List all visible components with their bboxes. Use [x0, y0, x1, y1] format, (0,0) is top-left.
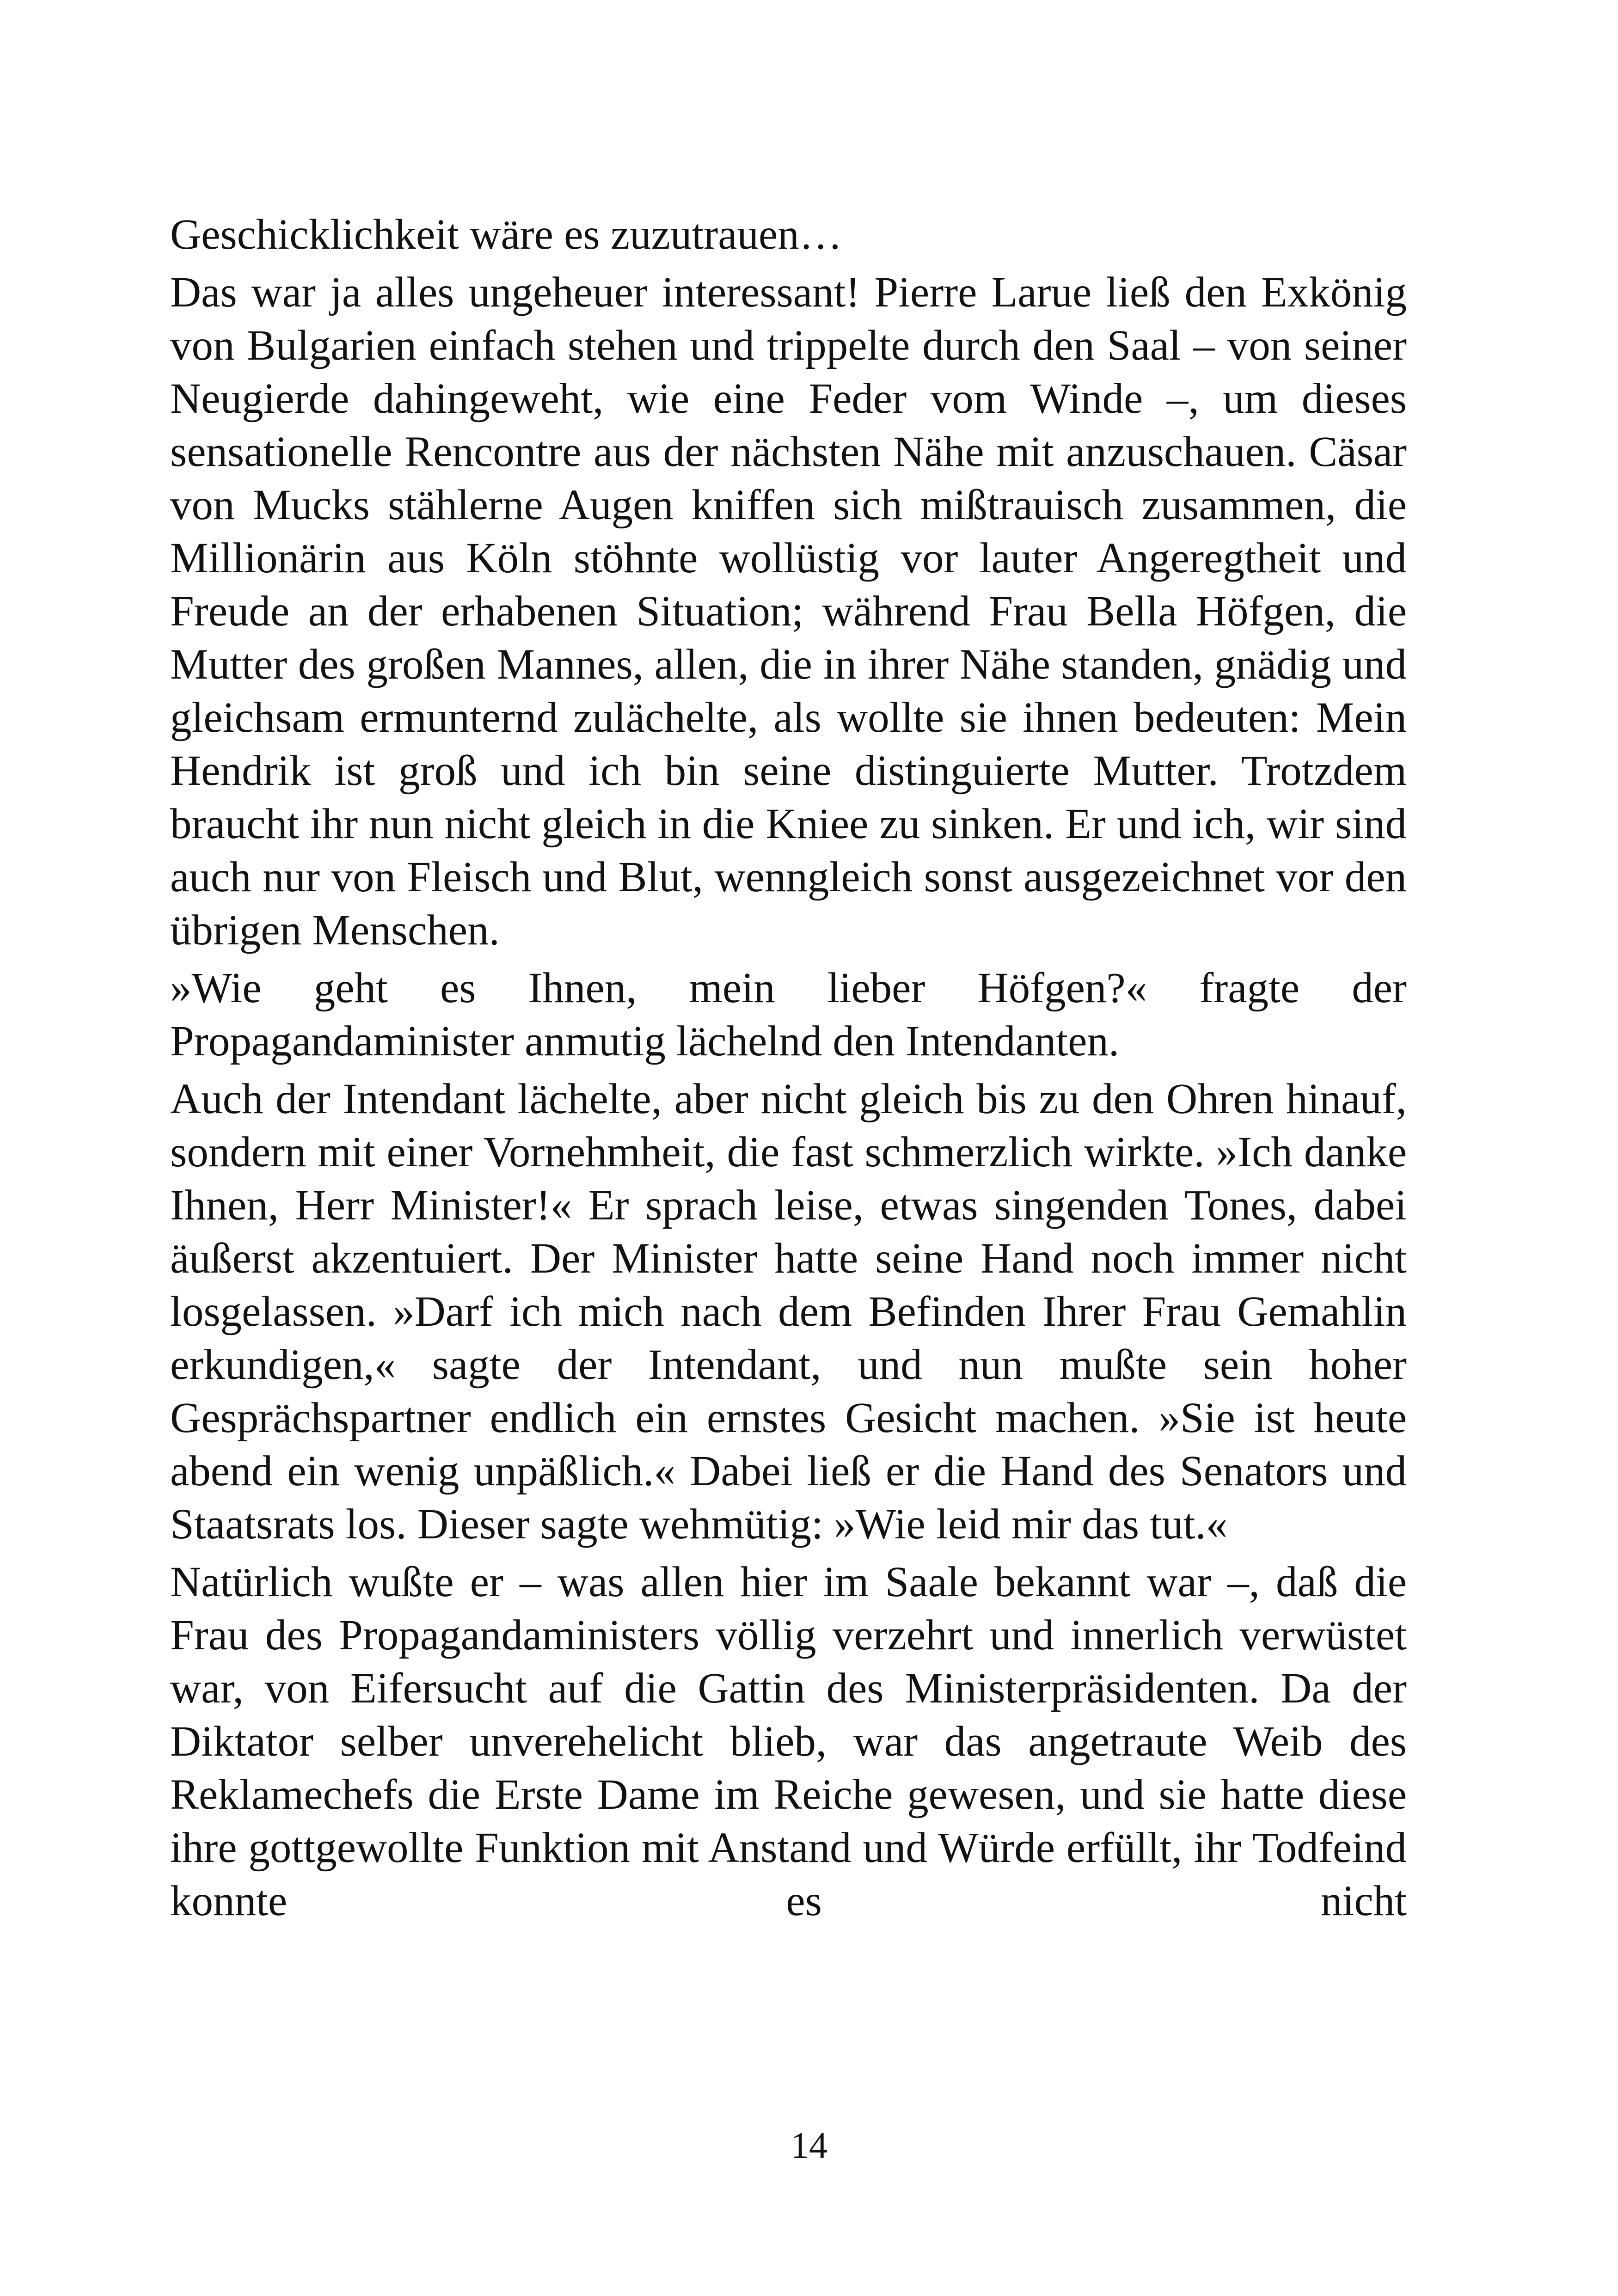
paragraph-4: Auch der Intendant lächelte, aber nicht gleich bis zu den Ohren hinauf, sondern mit einer Vornehmheit, die fast schmerzlich wirkte. »Ich danke Ihnen, Herr Minister!« Er sprach leise, etwas singenden Tones, dabei äußerst akzentuiert. Der Minister hatte seine Hand noch immer nicht losgelassen. »Darf ich mich nach dem Befinden Ihrer Frau Gemahlin erkundigen,« sagte der Intendant, und nun mußte sein hoher Gesprächspartner endlich ein ernstes Gesicht machen. »Sie ist heute abend ein wenig unpäßlich.« Dabei ließ er die Hand des Senators und Staatsrats los. Dieser sagte wehmütig: »Wie leid mir das tut.« — [170, 1075, 1407, 1548]
paragraph-1: Geschicklichkeit wäre es zuzutrauen… — [170, 211, 842, 258]
page-number: 14 — [791, 2125, 827, 2166]
paragraph-3: »Wie geht es Ihnen, mein lieber Höfgen?« fragte der Propagandaminister anmutig lächelnd den Intendanten. — [170, 964, 1407, 1065]
body-text — [170, 208, 1407, 1932]
paragraph-2: Das war ja alles ungeheuer interessant! Pierre Larue ließ den Exkönig von Bulgarien einfach stehen und trippelte durch den Saal – von seiner Neugierde dahingeweht, wie eine Feder vom Winde –, um dieses sensationelle Rencontre aus der nächsten Nähe mit anzuschauen. Cäsar von Mucks stählerne Augen kniffen sich mißtrauisch zusammen, die Millionärin aus Köln stöhnte wollüstig vor lauter Angeregtheit und Freude an der erhabenen Situation; während Frau Bella Höfgen, die Mutter des großen Mannes, allen, die in ihrer Nähe standen, gnädig und gleichsam ermunternd zulächelte, als wollte sie ihnen bedeuten: Mein Hendrik ist groß und ich bin seine distinguierte Mutter. Trotzdem braucht ihr nun nicht gleich in die Kniee zu sinken. Er und ich, wir sind auch nur von Fleisch und Blut, wenngleich sonst ausgezeichnet vor den übrigen Menschen. — [170, 269, 1407, 954]
paragraph-5: Natürlich wußte er – was allen hier im Saale bekannt war –, daß die Frau des Propagandaministers völlig verzehrt und innerlich verwüstet war, von Eifersucht auf die Gattin des Ministerpräsidenten. Da der Diktator selber unverehelicht blieb, war das angetraute Weib des Reklamechefs die Erste Dame im Reiche gewesen, und sie hatte diese ihre gottgewollte Funktion mit Anstand und Würde erfüllt, ihr Todfeind konnte es nicht — [170, 1558, 1407, 1925]
